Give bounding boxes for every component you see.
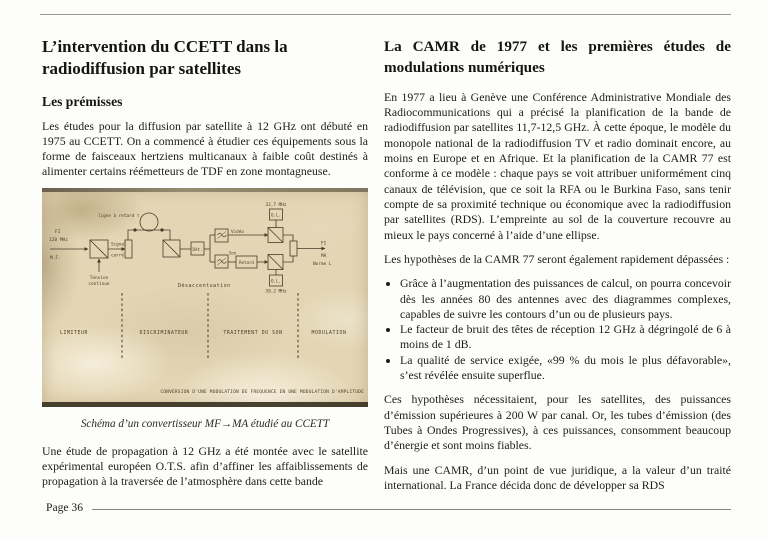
left-subsection-title: Les prémisses	[42, 93, 123, 109]
top-rule	[40, 14, 731, 15]
right-paragraph-2-intro: Les hypothèses de la CAMR 77 seront également rapidement dépassées :	[384, 251, 730, 266]
fig-label-input-mf: M.F.	[50, 256, 61, 262]
figure-caption: Schéma d’un convertisseur MF→MA étudié au CCETT	[80, 418, 330, 431]
fig-label-output-ma: MA	[321, 254, 327, 260]
left-paragraph-2: Une étude de propagation à 12 GHz a été montée avec le satellite expérimental européen O.T.S. afin d’affiner les affaiblissements de propagation à la traversée de l’atmosphère dans cette bande	[42, 444, 368, 489]
fig-section-traitement-du-son: TRAITEMENT DU SON	[223, 331, 283, 337]
fig-label-output-norme: Norme L	[313, 262, 332, 268]
list-item: • La qualité de service exigée, «99 % du mois le plus défavorable», s’est révélée ensuite superflue.	[400, 353, 731, 384]
left-column	[42, 36, 368, 499]
hypotheses-list	[384, 276, 731, 383]
right-paragraph-3: Ces hypothèses nécessitaient, pour les satellites, des puissances d’émission supérieures à 200 W par canal. Or, les tubes d’émission (des Tubes à Ondes Progressives), à ces puissances, consomment beaucoup d’énergie et sont moins fiables.	[384, 392, 731, 453]
fig-label-ligne-retard: ligne à retard τ	[98, 214, 140, 220]
fig-label-retard: Retard	[239, 260, 254, 266]
fig-label-desaccentuation: Désaccentuation	[178, 283, 231, 290]
fig-label-signal: Signal	[111, 242, 127, 248]
fig-label-freq-bottom: 39,2 MHz	[265, 289, 287, 295]
fig-section-discriminateur: DISCRIMINATEUR	[139, 331, 189, 337]
fig-label-det: Dét.	[192, 247, 203, 253]
left-paragraph-1: Les études pour la diffusion par satellite à 12 GHz ont débuté en 1975 au CCETT. On a commencé à étudier ces équipements sous la forme de faisceaux hertziens multicanaux à faible coût destinés à alimenter certains réémetteurs de TDF en zone montagneuse.	[42, 118, 368, 179]
fig-label-tension: Tension	[89, 276, 109, 282]
right-paragraph-4: Mais une CAMR, d’un point de vue juridique, a la valeur d’un traité international. La France décida donc de développer sa RDS	[384, 462, 731, 493]
fig-label-input-freq: 120 MHz	[49, 238, 68, 244]
figure	[42, 188, 368, 430]
fig-label-input-fi: FI	[55, 230, 61, 236]
fig-label-freq-top: 32,7 MHz	[265, 203, 287, 209]
fig-section-limiteur: LIMITEUR	[60, 331, 88, 337]
fig-label-output-fi: FI	[321, 241, 327, 247]
page-number: Page 36	[46, 501, 84, 514]
right-column	[384, 36, 731, 502]
fig-label-son: Son	[229, 250, 237, 256]
right-paragraph-1: En 1977 a lieu à Genève une Conférence Administrative Mondiale des Radiocommunications qui a précisé la planification de la bande de radiodiffusion par satellites 11,7-12,5 GHz. À cette époque, le modèle du monopole national de la radiodiffusion TV et radio dominait encore, au moins en Europe et en Afrique. Et la planification de la CAMR 77 est conforme à ce modèle : chaque pays se voit attribuer uniformément cinq canaux de télévision, que ce soit la RFA ou le Burkina Faso, sans tenir compte de sa proximité technique ou économique avec la radiodiffusion par satellites (RDS). L’empreinte au sol de la couverture recouvre au mieux le pays concerné à l’aide d’une ellipse.	[384, 89, 731, 242]
footer-rule	[92, 509, 731, 510]
right-section-title: La CAMR de 1977 et les premières études de modulations numériques	[384, 38, 731, 77]
fig-label-continue: continue	[88, 282, 110, 288]
page-footer	[46, 501, 731, 514]
schematic-photo	[42, 188, 368, 407]
schematic-diagram	[42, 188, 368, 407]
fig-label-video: Vidéo	[231, 230, 244, 236]
fig-section-modulation: MODULATION	[311, 331, 347, 337]
fig-label-ol-top: O.L.	[270, 212, 282, 218]
left-section-title: L’intervention du CCETT dans la radiodiffusion par satellites	[42, 37, 288, 79]
fig-label-carre: carré	[111, 253, 124, 259]
list-item: • Grâce à l’augmentation des puissances de calcul, on pourra concevoir dès les années 80 des antennes avec des diagrammes complexes, capables de suivre les contours d’un ou de plusieurs pays.	[400, 276, 731, 322]
fig-inner-caption: CONVERSION D'UNE MODULATION DE FREQUENCE EN UNE MODULATION D'AMPLITUDE	[160, 390, 364, 396]
list-item: • Le facteur de bruit des têtes de réception 12 GHz à dégringolé de 6 à moins de 1 dB.	[400, 322, 731, 353]
fig-label-ol-bottom: O.L.	[270, 278, 282, 284]
